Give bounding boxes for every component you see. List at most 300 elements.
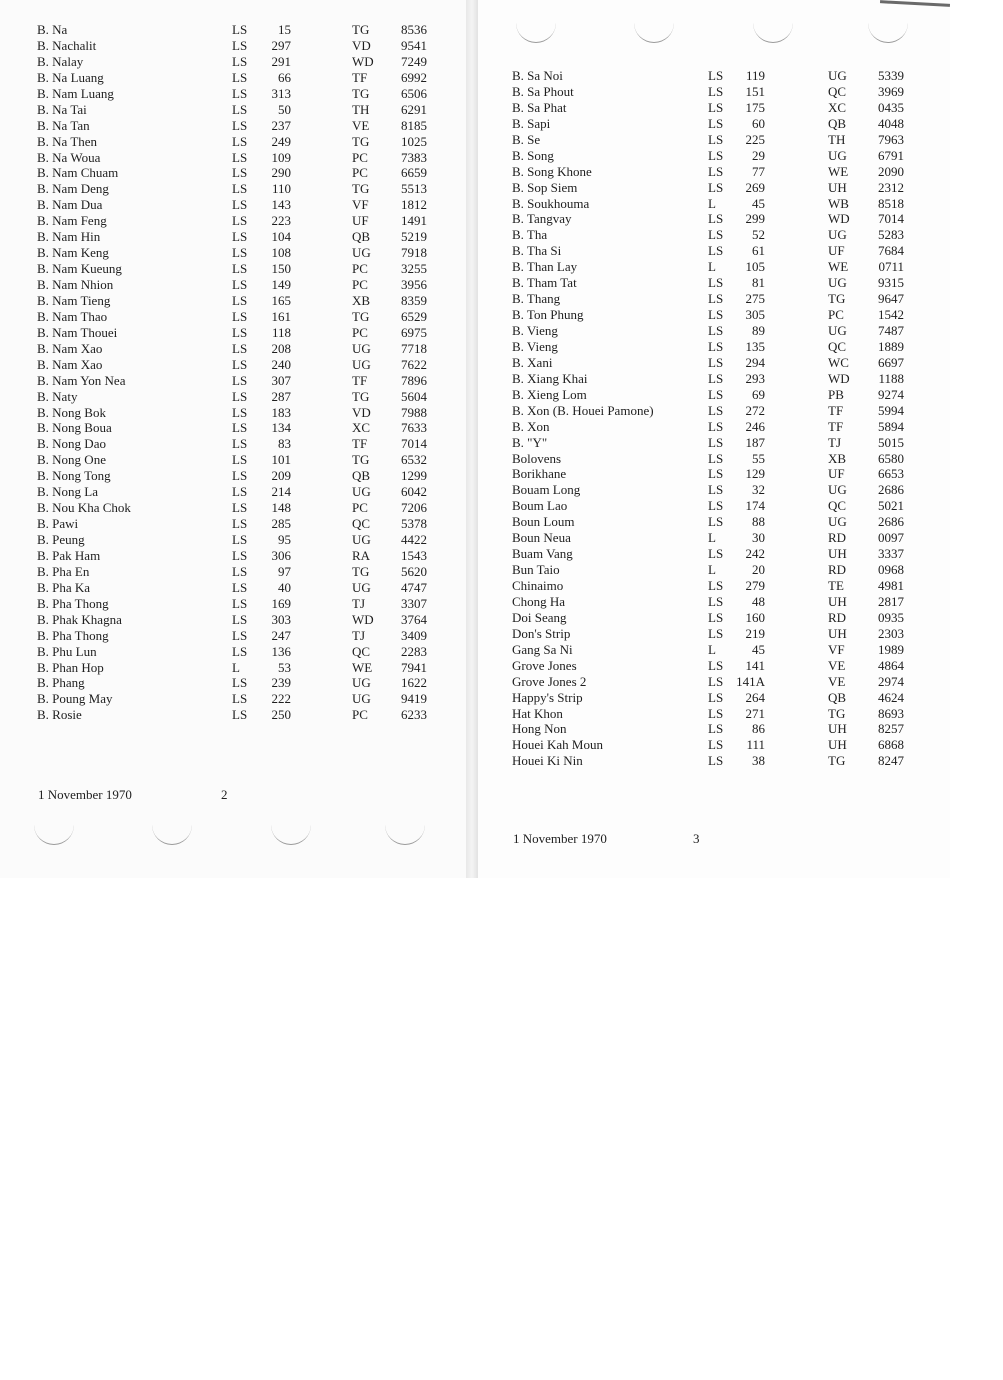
grid-code: 8359 bbox=[401, 292, 427, 308]
site-prefix: LS bbox=[232, 595, 248, 611]
site-number: 239 bbox=[271, 675, 291, 691]
site-prefix: LS bbox=[232, 420, 248, 436]
grid-code: 0968 bbox=[878, 562, 904, 578]
grid-code: 3969 bbox=[878, 83, 904, 99]
place-name: B. Nam Keng bbox=[37, 245, 109, 261]
grid-code: 6791 bbox=[878, 147, 904, 163]
site-prefix: LS bbox=[708, 115, 724, 131]
site-number: 279 bbox=[745, 578, 765, 593]
grid-zone: QC bbox=[352, 643, 371, 659]
page-number: 2 bbox=[221, 787, 228, 802]
grid-zone: PC bbox=[352, 277, 368, 292]
site-prefix: LS bbox=[232, 516, 248, 532]
grid-code: 8536 bbox=[401, 22, 427, 37]
site-number: 60 bbox=[752, 115, 765, 131]
grid-zone: QB bbox=[352, 468, 371, 484]
grid-zone: XC bbox=[828, 99, 847, 115]
footer-date: 1 November 1970 bbox=[513, 831, 607, 846]
grid-zone: UG bbox=[352, 356, 371, 372]
site-prefix: LS bbox=[232, 277, 248, 292]
grid-zone: WB bbox=[828, 195, 849, 211]
grid-code: 3255 bbox=[401, 261, 427, 277]
grid-zone: PC bbox=[828, 307, 844, 323]
site-number: 249 bbox=[271, 133, 291, 149]
site-number: 50 bbox=[278, 101, 291, 117]
grid-zone: UH bbox=[828, 546, 847, 562]
site-number: 110 bbox=[271, 181, 291, 197]
site-number: 294 bbox=[745, 354, 765, 370]
page-gutter bbox=[466, 0, 478, 878]
grid-zone: TG bbox=[352, 563, 370, 579]
grid-code: 4624 bbox=[878, 689, 904, 705]
grid-code: 8247 bbox=[878, 753, 904, 769]
site-prefix: LS bbox=[232, 340, 248, 356]
place-name: B. Nalay bbox=[37, 53, 84, 69]
grid-zone: TH bbox=[352, 101, 370, 117]
place-name: B. Sa Phout bbox=[512, 83, 574, 99]
grid-code: 9541 bbox=[401, 37, 427, 53]
site-prefix: LS bbox=[232, 436, 248, 452]
site-number: 20 bbox=[752, 562, 765, 578]
grid-code: 0097 bbox=[878, 530, 904, 546]
grid-code: 6975 bbox=[401, 324, 427, 340]
site-prefix: LS bbox=[232, 691, 248, 707]
site-prefix: LS bbox=[708, 673, 724, 689]
place-name: B. Nam Hin bbox=[37, 229, 101, 245]
site-prefix: LS bbox=[232, 547, 248, 563]
site-prefix: LS bbox=[708, 498, 724, 514]
site-number: 141 bbox=[745, 657, 765, 673]
grid-zone: QB bbox=[828, 689, 847, 705]
grid-zone: QC bbox=[828, 498, 847, 514]
grid-zone: UG bbox=[352, 691, 371, 707]
grid-zone: VE bbox=[828, 657, 846, 673]
site-number: 240 bbox=[271, 356, 291, 372]
place-name: B. Nam Thao bbox=[37, 308, 108, 324]
place-name: Chinaimo bbox=[512, 578, 564, 593]
right-page bbox=[478, 0, 950, 878]
grid-code: 7718 bbox=[401, 340, 427, 356]
place-name: B. Nou Kha Chok bbox=[37, 500, 131, 516]
place-name: B. Nam Feng bbox=[37, 213, 107, 229]
grid-zone: VD bbox=[352, 37, 371, 53]
place-name: B. Na Woua bbox=[37, 149, 101, 165]
grid-zone: TJ bbox=[828, 434, 841, 450]
grid-code: 7014 bbox=[878, 211, 904, 227]
place-name: B. Xon (B. Houei Pamone) bbox=[512, 402, 654, 418]
site-prefix: L bbox=[232, 659, 240, 675]
site-prefix: LS bbox=[708, 307, 724, 323]
grid-zone: UH bbox=[828, 625, 847, 641]
grid-zone: TF bbox=[828, 418, 844, 434]
site-number: 52 bbox=[752, 227, 765, 243]
site-number: 161 bbox=[271, 308, 291, 324]
site-number: 307 bbox=[271, 372, 291, 388]
site-prefix: LS bbox=[232, 707, 248, 723]
grid-zone: UG bbox=[828, 323, 847, 338]
grid-code: 7633 bbox=[401, 420, 427, 436]
site-number: 88 bbox=[752, 514, 765, 530]
place-name: B. Rosie bbox=[37, 707, 82, 723]
grid-zone: WC bbox=[828, 354, 849, 370]
place-name: B. Na bbox=[37, 22, 68, 37]
site-prefix: LS bbox=[708, 179, 724, 195]
site-prefix: LS bbox=[232, 53, 248, 69]
site-number: 38 bbox=[752, 753, 765, 769]
site-number: 15 bbox=[278, 22, 291, 37]
place-name: B. Nong La bbox=[37, 484, 99, 500]
place-name: B. Nam Kueung bbox=[37, 261, 122, 277]
grid-zone: UG bbox=[352, 675, 371, 691]
grid-code: 9315 bbox=[878, 275, 904, 291]
site-number: 183 bbox=[271, 404, 291, 420]
site-number: 119 bbox=[745, 68, 765, 83]
site-prefix: LS bbox=[708, 370, 724, 386]
grid-code: 7941 bbox=[401, 659, 427, 675]
page-number: 3 bbox=[693, 831, 700, 846]
site-number: 299 bbox=[745, 211, 765, 227]
site-prefix: LS bbox=[232, 308, 248, 324]
site-prefix: L bbox=[708, 530, 716, 546]
grid-zone: UH bbox=[828, 737, 847, 753]
site-prefix: LS bbox=[232, 165, 248, 181]
grid-code: 4981 bbox=[878, 578, 904, 593]
site-number: 53 bbox=[278, 659, 291, 675]
site-prefix: LS bbox=[708, 609, 724, 625]
place-name: B. Xiang Khai bbox=[512, 370, 588, 386]
grid-zone: PC bbox=[352, 324, 368, 340]
place-name: B. Sa Noi bbox=[512, 68, 563, 83]
place-name: Bun Taio bbox=[512, 562, 560, 578]
place-name: B. Nam Xao bbox=[37, 356, 103, 372]
punch-hole bbox=[634, 16, 674, 43]
grid-zone: TG bbox=[828, 705, 846, 721]
grid-code: 7622 bbox=[401, 356, 427, 372]
site-number: 287 bbox=[271, 388, 291, 404]
place-name: B. Phu Lun bbox=[37, 643, 97, 659]
site-number: 222 bbox=[271, 691, 291, 707]
site-prefix: LS bbox=[232, 245, 248, 261]
site-prefix: LS bbox=[232, 181, 248, 197]
site-number: 101 bbox=[271, 452, 291, 468]
grid-code: 9647 bbox=[878, 291, 904, 307]
grid-zone: RD bbox=[828, 609, 847, 625]
site-number: 109 bbox=[271, 149, 291, 165]
place-name: B. Nam Dua bbox=[37, 197, 103, 213]
site-prefix: LS bbox=[708, 705, 724, 721]
site-prefix: LS bbox=[232, 213, 248, 229]
place-name: Bolovens bbox=[512, 450, 562, 466]
grid-zone: TG bbox=[352, 308, 370, 324]
site-number: 271 bbox=[745, 705, 765, 721]
place-name: B. Nam Deng bbox=[37, 181, 109, 197]
grid-code: 5894 bbox=[878, 418, 904, 434]
grid-zone: XC bbox=[352, 420, 371, 436]
grid-code: 1622 bbox=[401, 675, 427, 691]
grid-code: 0711 bbox=[878, 259, 904, 275]
site-prefix: LS bbox=[708, 466, 724, 482]
site-prefix: LS bbox=[232, 37, 248, 53]
place-name: B. Song Khone bbox=[512, 163, 592, 179]
grid-code: 9419 bbox=[401, 691, 427, 707]
place-name: B. Pha Ka bbox=[37, 579, 91, 595]
site-number: 297 bbox=[271, 37, 291, 53]
site-prefix: LS bbox=[708, 338, 724, 354]
grid-zone: QC bbox=[352, 516, 371, 532]
site-prefix: LS bbox=[232, 500, 248, 516]
site-prefix: LS bbox=[232, 627, 248, 643]
place-name: Grove Jones bbox=[512, 657, 577, 673]
place-name: B. Nong Bok bbox=[37, 404, 106, 420]
grid-code: 5283 bbox=[878, 227, 904, 243]
grid-zone: RD bbox=[828, 530, 847, 546]
place-name: B. Nong One bbox=[37, 452, 106, 468]
left-page bbox=[0, 0, 466, 878]
grid-code: 6233 bbox=[401, 707, 427, 723]
place-name: Boum Lao bbox=[512, 498, 568, 514]
place-name: Borikhane bbox=[512, 466, 567, 482]
site-number: 209 bbox=[271, 468, 291, 484]
site-number: 95 bbox=[278, 532, 291, 547]
grid-code: 0935 bbox=[878, 609, 904, 625]
site-prefix: LS bbox=[232, 611, 248, 627]
punch-hole bbox=[868, 16, 908, 43]
place-name: B. Naty bbox=[37, 388, 78, 404]
grid-zone: PC bbox=[352, 261, 368, 277]
site-prefix: LS bbox=[708, 275, 724, 291]
grid-code: 4747 bbox=[401, 579, 427, 595]
grid-zone: WE bbox=[828, 259, 849, 275]
grid-zone: XB bbox=[352, 292, 371, 308]
site-number: 272 bbox=[745, 402, 765, 418]
place-name: Hat Khon bbox=[512, 705, 563, 721]
site-prefix: LS bbox=[708, 721, 724, 737]
grid-zone: UF bbox=[352, 213, 369, 229]
place-name: B. Na Then bbox=[37, 133, 98, 149]
site-number: 174 bbox=[745, 498, 765, 514]
place-name: B. Tangvay bbox=[512, 211, 572, 227]
grid-code: 2686 bbox=[878, 482, 904, 498]
grid-code: 2312 bbox=[878, 179, 904, 195]
grid-zone: TE bbox=[828, 578, 844, 593]
grid-zone: QB bbox=[352, 229, 371, 245]
site-prefix: LS bbox=[708, 131, 724, 147]
site-number: 214 bbox=[271, 484, 291, 500]
grid-zone: TG bbox=[352, 85, 370, 101]
grid-code: 0435 bbox=[878, 99, 904, 115]
site-number: 285 bbox=[271, 516, 291, 532]
site-prefix: LS bbox=[232, 372, 248, 388]
grid-code: 2817 bbox=[878, 593, 904, 609]
site-prefix: L bbox=[708, 641, 716, 657]
site-prefix: LS bbox=[708, 753, 724, 769]
place-name: B. Phak Khagna bbox=[37, 611, 122, 627]
punch-hole bbox=[271, 818, 311, 845]
site-prefix: LS bbox=[232, 484, 248, 500]
place-name: B. Nong Boua bbox=[37, 420, 112, 436]
grid-code: 6042 bbox=[401, 484, 427, 500]
site-number: 291 bbox=[271, 53, 291, 69]
site-number: 303 bbox=[271, 611, 291, 627]
site-number: 81 bbox=[752, 275, 765, 291]
site-number: 293 bbox=[745, 370, 765, 386]
site-prefix: LS bbox=[232, 149, 248, 165]
grid-code: 8518 bbox=[878, 195, 904, 211]
place-name: B. Na Luang bbox=[37, 69, 104, 85]
grid-code: 7896 bbox=[401, 372, 427, 388]
site-prefix: LS bbox=[232, 404, 248, 420]
grid-zone: TG bbox=[828, 291, 846, 307]
site-number: 32 bbox=[752, 482, 765, 498]
place-name: B. Nong Dao bbox=[37, 436, 106, 452]
grid-code: 1188 bbox=[878, 370, 904, 386]
grid-zone: PC bbox=[352, 149, 368, 165]
grid-zone: WD bbox=[828, 370, 850, 386]
grid-code: 5378 bbox=[401, 516, 427, 532]
site-number: 134 bbox=[271, 420, 291, 436]
place-name: B. Tham Tat bbox=[512, 275, 577, 291]
place-name: B. Nam Tieng bbox=[37, 292, 111, 308]
grid-code: 8257 bbox=[878, 721, 904, 737]
grid-code: 2283 bbox=[401, 643, 427, 659]
place-name: B. Nam Thouei bbox=[37, 324, 118, 340]
site-number: 290 bbox=[271, 165, 291, 181]
punch-hole bbox=[152, 818, 192, 845]
grid-zone: VF bbox=[352, 197, 369, 213]
grid-code: 1889 bbox=[878, 338, 904, 354]
site-prefix: LS bbox=[232, 388, 248, 404]
grid-code: 5513 bbox=[401, 181, 427, 197]
place-name: Gang Sa Ni bbox=[512, 641, 573, 657]
site-number: 29 bbox=[752, 147, 765, 163]
grid-zone: UG bbox=[828, 275, 847, 291]
site-number: 105 bbox=[745, 259, 765, 275]
site-prefix: LS bbox=[232, 69, 248, 85]
site-number: 151 bbox=[745, 83, 765, 99]
place-name: B. Nam Chuam bbox=[37, 165, 119, 181]
place-name: B. Vieng bbox=[512, 338, 558, 354]
site-prefix: LS bbox=[232, 292, 248, 308]
site-number: 169 bbox=[271, 595, 291, 611]
grid-code: 6529 bbox=[401, 308, 427, 324]
grid-code: 2090 bbox=[878, 163, 904, 179]
grid-code: 8185 bbox=[401, 117, 427, 133]
site-prefix: LS bbox=[232, 229, 248, 245]
site-number: 175 bbox=[745, 99, 765, 115]
site-number: 242 bbox=[745, 546, 765, 562]
grid-code: 7963 bbox=[878, 131, 904, 147]
grid-zone: UG bbox=[352, 532, 371, 547]
grid-zone: TF bbox=[352, 372, 368, 388]
grid-zone: UF bbox=[828, 466, 845, 482]
grid-zone: UG bbox=[352, 245, 371, 261]
site-number: 165 bbox=[271, 292, 291, 308]
grid-zone: XB bbox=[828, 450, 847, 466]
grid-zone: TF bbox=[352, 69, 368, 85]
place-name: B. Pha Thong bbox=[37, 627, 109, 643]
place-name: B. Pak Ham bbox=[37, 547, 101, 563]
site-number: 143 bbox=[271, 197, 291, 213]
place-name: B. Pawi bbox=[37, 516, 79, 532]
site-number: 97 bbox=[278, 563, 291, 579]
site-number: 77 bbox=[752, 163, 765, 179]
site-prefix: LS bbox=[708, 450, 724, 466]
grid-zone: UG bbox=[352, 484, 371, 500]
grid-code: 1812 bbox=[401, 197, 427, 213]
grid-zone: TG bbox=[352, 133, 370, 149]
place-name: Doi Seang bbox=[512, 609, 567, 625]
grid-zone: UH bbox=[828, 593, 847, 609]
place-name: B. Pha Thong bbox=[37, 595, 109, 611]
place-name: B. "Y" bbox=[512, 434, 548, 450]
place-name: B. Sapi bbox=[512, 115, 551, 131]
site-prefix: LS bbox=[708, 163, 724, 179]
grid-zone: TG bbox=[352, 22, 370, 37]
site-number: 45 bbox=[752, 195, 765, 211]
punch-hole bbox=[385, 818, 425, 845]
grid-zone: WD bbox=[352, 611, 374, 627]
site-number: 150 bbox=[271, 261, 291, 277]
site-number: 30 bbox=[752, 530, 765, 546]
grid-zone: UG bbox=[828, 68, 847, 83]
site-number: 148 bbox=[271, 500, 291, 516]
place-name: B. Tha Si bbox=[512, 243, 562, 259]
site-number: 136 bbox=[271, 643, 291, 659]
place-name: Boun Neua bbox=[512, 530, 571, 546]
site-prefix: LS bbox=[708, 625, 724, 641]
grid-code: 7988 bbox=[401, 404, 427, 420]
site-prefix: LS bbox=[708, 386, 724, 402]
grid-code: 1491 bbox=[401, 213, 427, 229]
site-number: 223 bbox=[271, 213, 291, 229]
place-name: B. Tha bbox=[512, 227, 548, 243]
grid-code: 1542 bbox=[878, 307, 904, 323]
place-name: B. Na Tan bbox=[37, 117, 90, 133]
place-name: B. Nong Tong bbox=[37, 468, 111, 484]
site-prefix: LS bbox=[708, 546, 724, 562]
grid-code: 5021 bbox=[878, 498, 904, 514]
place-name: B. Nam Nhion bbox=[37, 277, 114, 292]
site-prefix: LS bbox=[708, 593, 724, 609]
site-number: 187 bbox=[745, 434, 765, 450]
grid-code: 2686 bbox=[878, 514, 904, 530]
grid-code: 5015 bbox=[878, 434, 904, 450]
place-name: B. Sop Siem bbox=[512, 179, 578, 195]
site-number: 264 bbox=[745, 689, 765, 705]
grid-code: 7249 bbox=[401, 53, 427, 69]
site-number: 219 bbox=[745, 625, 765, 641]
grid-zone: TJ bbox=[352, 595, 365, 611]
grid-zone: UG bbox=[828, 482, 847, 498]
grid-zone: PC bbox=[352, 500, 368, 516]
grid-code: 6992 bbox=[401, 69, 427, 85]
site-prefix: LS bbox=[708, 737, 724, 753]
site-number: 66 bbox=[278, 69, 291, 85]
site-number: 61 bbox=[752, 243, 765, 259]
site-prefix: LS bbox=[232, 197, 248, 213]
grid-zone: UG bbox=[828, 227, 847, 243]
grid-code: 7918 bbox=[401, 245, 427, 261]
grid-code: 2303 bbox=[878, 625, 904, 641]
site-prefix: LS bbox=[708, 291, 724, 307]
grid-zone: PB bbox=[828, 386, 844, 402]
grid-zone: VE bbox=[352, 117, 370, 133]
grid-code: 4422 bbox=[401, 532, 427, 547]
grid-zone: PC bbox=[352, 165, 368, 181]
site-number: 111 bbox=[746, 737, 765, 753]
site-number: 86 bbox=[752, 721, 765, 737]
place-name: B. Ton Phung bbox=[512, 307, 584, 323]
